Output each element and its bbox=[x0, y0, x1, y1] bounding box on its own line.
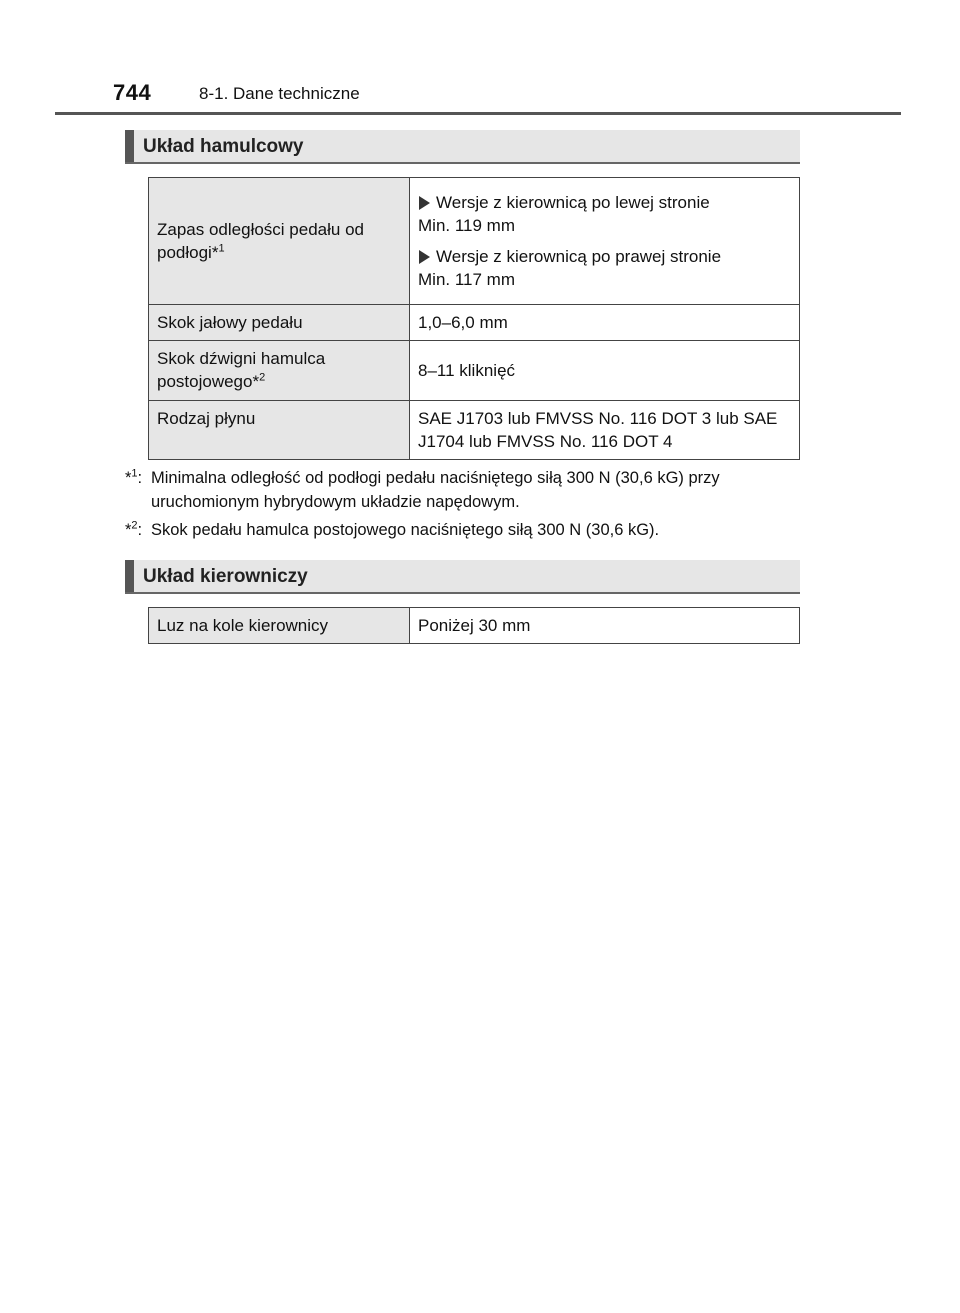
heading-accent-bar bbox=[125, 130, 134, 162]
page-header bbox=[0, 0, 960, 120]
table-row bbox=[149, 178, 800, 305]
brake-spec-table bbox=[148, 177, 800, 460]
brake-section-heading bbox=[125, 130, 800, 164]
variant-right-hand-drive bbox=[418, 245, 791, 268]
footnote-ref: 1 bbox=[218, 242, 225, 255]
page-number: 744 bbox=[113, 80, 152, 105]
heading-accent-bar bbox=[125, 560, 134, 592]
variant-label: Wersje z kierownicą po prawej stronie bbox=[436, 247, 722, 266]
footnote-mark: *$^1$: bbox=[125, 467, 143, 487]
row-key: Luz na kole kierownicy bbox=[149, 608, 410, 644]
steering-section-heading bbox=[125, 560, 800, 594]
table-row bbox=[149, 341, 800, 401]
row-value bbox=[410, 178, 800, 305]
steering-section-title: Układ kierowniczy bbox=[143, 566, 308, 587]
table-row bbox=[149, 401, 800, 460]
row-key bbox=[149, 341, 410, 401]
triangle-bullet-icon bbox=[419, 196, 430, 210]
row-key bbox=[149, 178, 410, 305]
footnote-asterisk: * bbox=[125, 521, 132, 539]
section-reference: 8-1. Dane techniczne bbox=[199, 84, 360, 103]
table-row bbox=[149, 608, 800, 644]
header-rule bbox=[55, 112, 901, 115]
footnote-mark: *$^2$: bbox=[125, 519, 143, 539]
variant-value: Min. 117 mm bbox=[418, 270, 515, 289]
variant-value: Min. 119 mm bbox=[418, 216, 515, 235]
footnote-2 bbox=[125, 518, 800, 542]
triangle-bullet-icon bbox=[419, 250, 430, 264]
variant-label: Wersje z kierownicą po lewej stronie bbox=[436, 193, 710, 212]
row-key: Skok jałowy pedału bbox=[149, 305, 410, 341]
row-value: Poniżej 30 mm bbox=[410, 608, 800, 644]
variant-left-hand-drive bbox=[418, 191, 791, 214]
footnote-1 bbox=[125, 466, 800, 514]
footnote-ref: 2 bbox=[259, 371, 266, 384]
brake-section-title: Układ hamulcowy bbox=[143, 136, 304, 157]
footnote-asterisk: * bbox=[125, 469, 132, 487]
row-key: Rodzaj płynu bbox=[149, 401, 410, 460]
row-value: SAE J1703 lub FMVSS No. 116 DOT 3 lub SAE J1704 lub FMVSS No. 116 DOT 4 bbox=[410, 401, 800, 460]
row-key-text: Skok dźwigni hamulca postojowego* bbox=[157, 349, 326, 391]
row-value: 1,0–6,0 mm bbox=[410, 305, 800, 341]
footnote-number: 1 bbox=[131, 467, 138, 480]
row-key-text: Zapas odległości pedału od podłogi* bbox=[157, 220, 364, 262]
table-row bbox=[149, 305, 800, 341]
footnote-text: Skok pedału hamulca postojowego naciśniętego siłą 300 N (30,6 kG). bbox=[151, 521, 660, 539]
footnote-text: Minimalna odległość od podłogi pedału naciśniętego siłą 300 N (30,6 kG) przy uruchomionym hybrydowym układzie napędowym. bbox=[151, 469, 720, 511]
row-value: 8–11 kliknięć bbox=[410, 341, 800, 401]
footnote-number: 2 bbox=[131, 519, 138, 532]
steering-spec-table bbox=[148, 607, 800, 644]
